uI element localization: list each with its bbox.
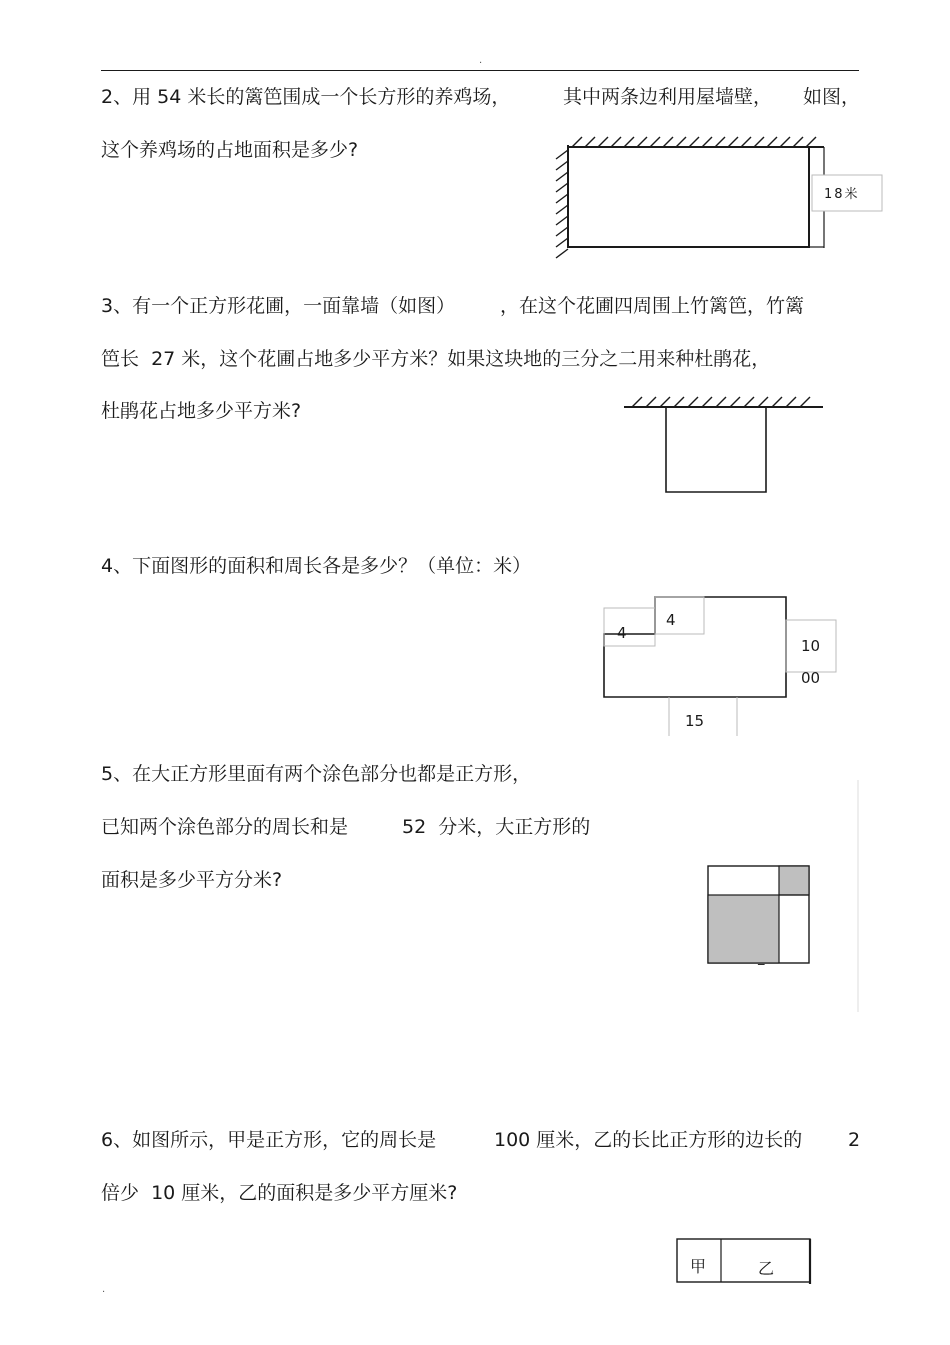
hatch-mark <box>674 397 684 407</box>
hatch-mark <box>716 397 726 407</box>
hatch-mark <box>624 137 634 147</box>
q5-large-shaded-square <box>708 895 779 966</box>
q5-line3: 面积是多少平方分米? <box>101 869 283 891</box>
hatch-mark <box>786 397 796 407</box>
hatch-mark <box>728 137 738 147</box>
q2-wall-hatch-top <box>572 137 816 147</box>
q3-square <box>666 407 766 492</box>
q3-figure <box>624 397 823 492</box>
hatch-mark <box>556 216 568 225</box>
hatch-mark <box>572 137 582 147</box>
hatch-mark <box>556 249 568 258</box>
hatch-mark <box>758 397 768 407</box>
hatch-mark <box>688 397 698 407</box>
q5-underscore: _ <box>758 951 765 966</box>
hatch-mark <box>772 397 782 407</box>
hatch-mark <box>715 137 725 147</box>
q5-line2-part2: 52 分米，大正方形的 <box>402 816 591 838</box>
hatch-mark <box>663 137 673 147</box>
hatch-mark <box>730 397 740 407</box>
hatch-mark <box>646 397 656 407</box>
q6-label-jia: 甲 <box>690 1257 707 1276</box>
q6-line2: 倍少 10 厘米，乙的面积是多少平方厘米? <box>101 1182 458 1204</box>
bottom-dot: . <box>102 1284 106 1295</box>
hatch-mark <box>556 238 568 247</box>
q5-small-shaded-square <box>779 866 809 895</box>
q2-line1-part2: 其中两条边利用屋墙壁， <box>563 86 773 108</box>
q2-rectangle <box>568 147 809 247</box>
hatch-mark <box>702 397 712 407</box>
q5-line2-part1: 已知两个涂色部分的周长和是 <box>101 816 349 838</box>
q2-line1-part3: 如图， <box>803 86 861 108</box>
hatch-mark <box>793 137 803 147</box>
q2-line1-part1: 2、用 54 米长的篱笆围成一个长方形的养鸡场， <box>101 86 511 108</box>
hatch-mark <box>780 137 790 147</box>
hatch-mark <box>650 137 660 147</box>
q5-line1: 5、在大正方形里面有两个涂色部分也都是正方形， <box>101 763 532 785</box>
q4-label-00: 00 <box>801 669 821 687</box>
q6-line1-part1: 6、如图所示，甲是正方形，它的周长是 <box>101 1129 437 1151</box>
q6-label-yi: 乙 <box>758 1259 775 1278</box>
q2-wall-hatch-left <box>556 150 568 258</box>
hatch-mark <box>741 137 751 147</box>
hatch-mark <box>598 137 608 147</box>
hatch-mark <box>556 161 568 170</box>
q3-line1-part2: ，在这个花圃四周围上竹篱笆，竹篱 <box>500 295 805 317</box>
hatch-mark <box>702 137 712 147</box>
hatch-mark <box>744 397 754 407</box>
hatch-mark <box>556 172 568 181</box>
hatch-mark <box>676 137 686 147</box>
q6-line1-part3: 2 <box>848 1129 861 1151</box>
q4-label-left-4: 4 <box>617 624 627 642</box>
q3-line2: 笆长 27 米，这个花圃占地多少平方米？如果这块地的三分之二用来种杜鹃花， <box>101 348 771 370</box>
q4-shape <box>604 597 786 697</box>
hatch-mark <box>660 397 670 407</box>
hatch-mark <box>556 227 568 236</box>
hatch-mark <box>632 397 642 407</box>
q4-label-15: 15 <box>685 712 705 730</box>
q3-line1-part1: 3、有一个正方形花圃，一面靠墙（如图） <box>101 295 456 317</box>
q4-line1: 4、下面图形的面积和周长各是多少？（单位：米） <box>101 555 532 577</box>
q6-line1-part2: 100 厘米，乙的长比正方形的边长的 <box>494 1129 803 1151</box>
q3-line3: 杜鹃花占地多少平方米? <box>101 400 302 422</box>
q2-line2: 这个养鸡场的占地面积是多少? <box>101 139 359 161</box>
hatch-mark <box>585 137 595 147</box>
q4-label-top-4: 4 <box>666 611 676 629</box>
hatch-mark <box>556 183 568 192</box>
top-dot: . <box>479 55 483 66</box>
hatch-mark <box>556 194 568 203</box>
hatch-mark <box>637 137 647 147</box>
q4-box-left <box>604 608 655 646</box>
hatch-mark <box>767 137 777 147</box>
q4-label-10: 10 <box>801 637 821 655</box>
q4-box-top <box>655 597 704 634</box>
q3-wall-hatch <box>632 397 810 407</box>
hatch-mark <box>754 137 764 147</box>
hatch-mark <box>800 397 810 407</box>
q5-figure <box>708 780 858 1012</box>
hatch-mark <box>689 137 699 147</box>
hatch-mark <box>556 205 568 214</box>
hatch-mark <box>556 150 568 159</box>
q4-figure <box>604 597 836 736</box>
q2-dim-label: 18米 <box>824 187 860 202</box>
hatch-mark <box>806 137 816 147</box>
hatch-mark <box>611 137 621 147</box>
